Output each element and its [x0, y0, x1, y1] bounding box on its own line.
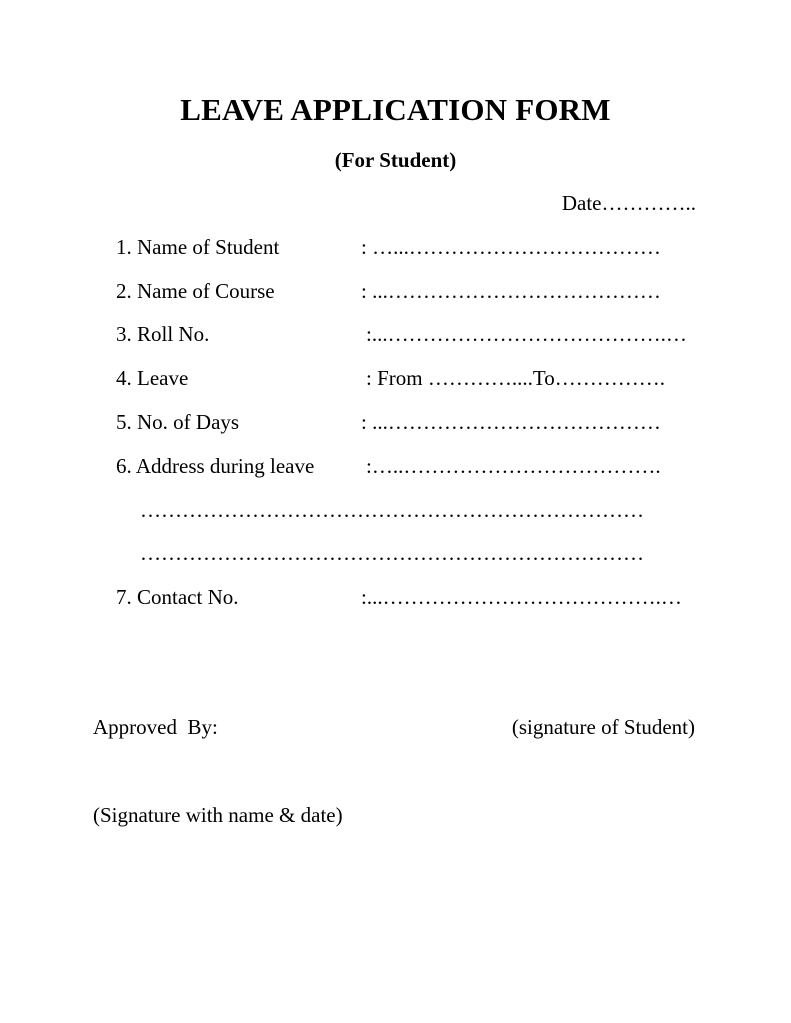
field-no-of-days-blank: : ...………………………………… — [361, 410, 661, 434]
address-line-2: ……………………………………………………………… — [140, 541, 644, 565]
field-roll-no-blank: :...………………………………….… — [366, 322, 687, 346]
student-signature-label: (signature of Student) — [511, 715, 695, 739]
approved-by-label: Approved By: — [93, 715, 218, 739]
field-leave-label: 4. Leave — [116, 366, 189, 390]
field-address-during-leave-blank: :…..………………………………. — [366, 454, 661, 478]
field-name-of-course-label: 2. Name of Course — [116, 279, 275, 303]
field-roll-no-label: 3. Roll No. — [116, 322, 210, 346]
field-no-of-days-label: 5. No. of Days — [116, 410, 240, 434]
field-contact-no-label: 7. Contact No. — [116, 585, 239, 609]
field-name-of-student-blank: : …...……………………………… — [361, 235, 661, 259]
approver-signature-label: (Signature with name & date) — [93, 803, 343, 827]
field-name-of-course-blank: : ...………………………………… — [361, 279, 661, 303]
form-title: LEAVE APPLICATION FORM — [180, 92, 611, 127]
field-leave-from-to-blank: : From …………....To……………. — [366, 366, 665, 390]
form-subtitle: (For Student) — [334, 148, 457, 172]
field-name-of-student-label: 1. Name of Student — [116, 235, 280, 259]
date-field: Date………….. — [561, 191, 696, 215]
field-contact-no-blank: :...………………………………….… — [361, 585, 682, 609]
address-line-1: ……………………………………………………………… — [140, 498, 644, 522]
field-address-during-leave-label: 6. Address during leave — [116, 454, 315, 478]
